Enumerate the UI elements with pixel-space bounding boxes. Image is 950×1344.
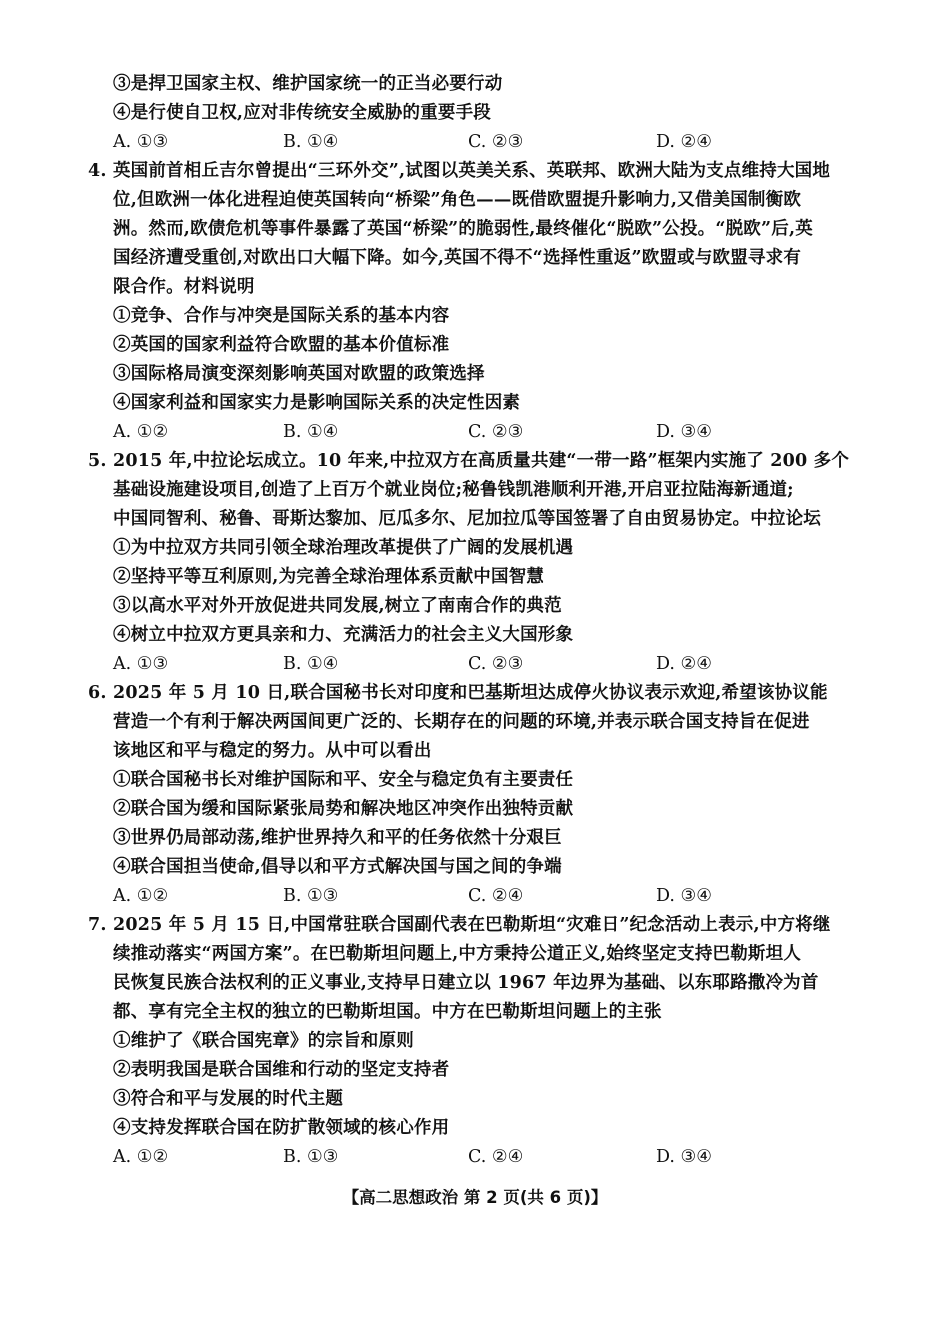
option-1: ①为中拉双方共同引领全球治理改革提供了广阔的发展机遇 [113,538,574,558]
choice-d: D. ③④ [656,886,712,906]
option-4: ④是行使自卫权,应对非传统安全威胁的重要手段 [113,103,491,123]
option-3: ③国际格局演变深刻影响英国对欧盟的政策选择 [113,364,485,384]
choice-a: A. ①② [113,422,169,442]
question-stem-line: 续推动落实“两国方案”。在巴勒斯坦问题上,中方秉持公道正义,始终坚定支持巴勒斯坦人 [113,944,802,964]
option-4: ④树立中拉双方更具亲和力、充满活力的社会主义大国形象 [113,625,574,645]
question-4 [88,157,850,447]
option-2: ②坚持平等互利原则,为完善全球治理体系贡献中国智慧 [113,567,545,587]
answer-choices [88,1143,850,1172]
question-stem-line: 基础设施建设项目,创造了上百万个就业岗位;秘鲁钱凯港顺利开港,开启亚拉陆海新通道; [113,480,794,500]
choice-d: D. ②④ [656,654,712,674]
question-stem-line: 洲。然而,欧债危机等事件暴露了英国“桥梁”的脆弱性,最终催化“脱欧”公投。“脱欧”后,英 [113,219,813,239]
option-4: ④支持发挥联合国在防扩散领域的核心作用 [113,1118,450,1138]
choice-c: C. ②④ [468,886,524,906]
question-3-tail [88,70,850,157]
choice-d: D. ③④ [656,1147,712,1167]
choice-d: D. ②④ [656,132,712,152]
page-footer: 【高二思想政治 第 2 页(共 6 页)】 [342,1188,608,1207]
option-2: ②英国的国家利益符合欧盟的基本价值标准 [113,335,450,355]
question-stem-line: 4. 英国前首相丘吉尔曾提出“三环外交”,试图以英美关系、英联邦、欧洲大陆为支点维持大国地 [88,161,831,181]
choice-a: A. ①③ [113,654,169,674]
choice-b: B. ①④ [283,132,339,152]
option-3: ③世界仍局部动荡,维护世界持久和平的任务依然十分艰巨 [113,828,562,848]
question-stem-line: 国经济遭受重创,对欧出口大幅下降。如今,英国不得不“选择性重返”欧盟或与欧盟寻求有 [113,248,802,268]
choice-d: D. ③④ [656,422,712,442]
choice-b: B. ①④ [283,654,339,674]
answer-choices [88,882,850,911]
answer-choices [88,128,850,157]
choice-b: B. ①③ [283,1147,339,1167]
question-stem-line: 中国同智利、秘鲁、哥斯达黎加、厄瓜多尔、尼加拉瓜等国签署了自由贸易协定。中拉论坛 [113,509,821,529]
question-stem-line: 该地区和平与稳定的努力。从中可以看出 [113,741,432,761]
question-stem-line: 都、享有完全主权的独立的巴勒斯坦国。中方在巴勒斯坦问题上的主张 [113,1002,662,1022]
choice-b: B. ①④ [283,422,339,442]
choice-a: A. ①③ [113,132,169,152]
choice-c: C. ②③ [468,654,524,674]
answer-choices [88,418,850,447]
answer-choices [88,650,850,679]
option-1: ①维护了《联合国宪章》的宗旨和原则 [113,1031,414,1051]
option-4: ④国家利益和国家实力是影响国际关系的决定性因素 [113,393,521,413]
option-3: ③是捍卫国家主权、维护国家统一的正当必要行动 [113,74,503,94]
question-7 [88,911,850,1172]
option-2: ②联合国为缓和国际紧张局势和解决地区冲突作出独特贡献 [113,799,574,819]
choice-c: C. ②③ [468,422,524,442]
option-3: ③符合和平与发展的时代主题 [113,1089,344,1109]
choice-a: A. ①② [113,1147,169,1167]
question-stem-line: 位,但欧洲一体化进程迫使英国转向“桥梁”角色——既借欧盟提升影响力,又借美国制衡欧 [113,190,802,210]
option-1: ①竞争、合作与冲突是国际关系的基本内容 [113,306,450,326]
choice-c: C. ②④ [468,1147,524,1167]
question-5 [88,447,850,679]
question-6 [88,679,850,911]
question-stem-line: 民恢复民族合法权利的正义事业,支持早日建立以 1967 年边界为基础、以东耶路撒冷为首 [113,973,819,993]
question-stem-line: 限合作。材料说明 [113,277,255,297]
question-stem-line: 5. 2015 年,中拉论坛成立。10 年来,中拉双方在高质量共建“一带一路”框架内实施了 200 多个 [88,451,850,471]
option-3: ③以高水平对外开放促进共同发展,树立了南南合作的典范 [113,596,562,616]
option-1: ①联合国秘书长对维护国际和平、安全与稳定负有主要责任 [113,770,574,790]
choice-b: B. ①③ [283,886,339,906]
option-4: ④联合国担当使命,倡导以和平方式解决国与国之间的争端 [113,857,562,877]
question-stem-line: 营造一个有利于解决两国间更广泛的、长期存在的问题的环境,并表示联合国支持旨在促进 [113,712,810,732]
question-stem-line: 7. 2025 年 5 月 15 日,中国常驻联合国副代表在巴勒斯坦“灾难日”纪念活动上表示,中方将继 [88,915,831,935]
question-stem-line: 6. 2025 年 5 月 10 日,联合国秘书长对印度和巴基斯坦达成停火协议表示欢迎,希望该协议能 [88,683,828,703]
choice-c: C. ②③ [468,132,524,152]
choice-a: A. ①② [113,886,169,906]
option-2: ②表明我国是联合国维和行动的坚定支持者 [113,1060,450,1080]
